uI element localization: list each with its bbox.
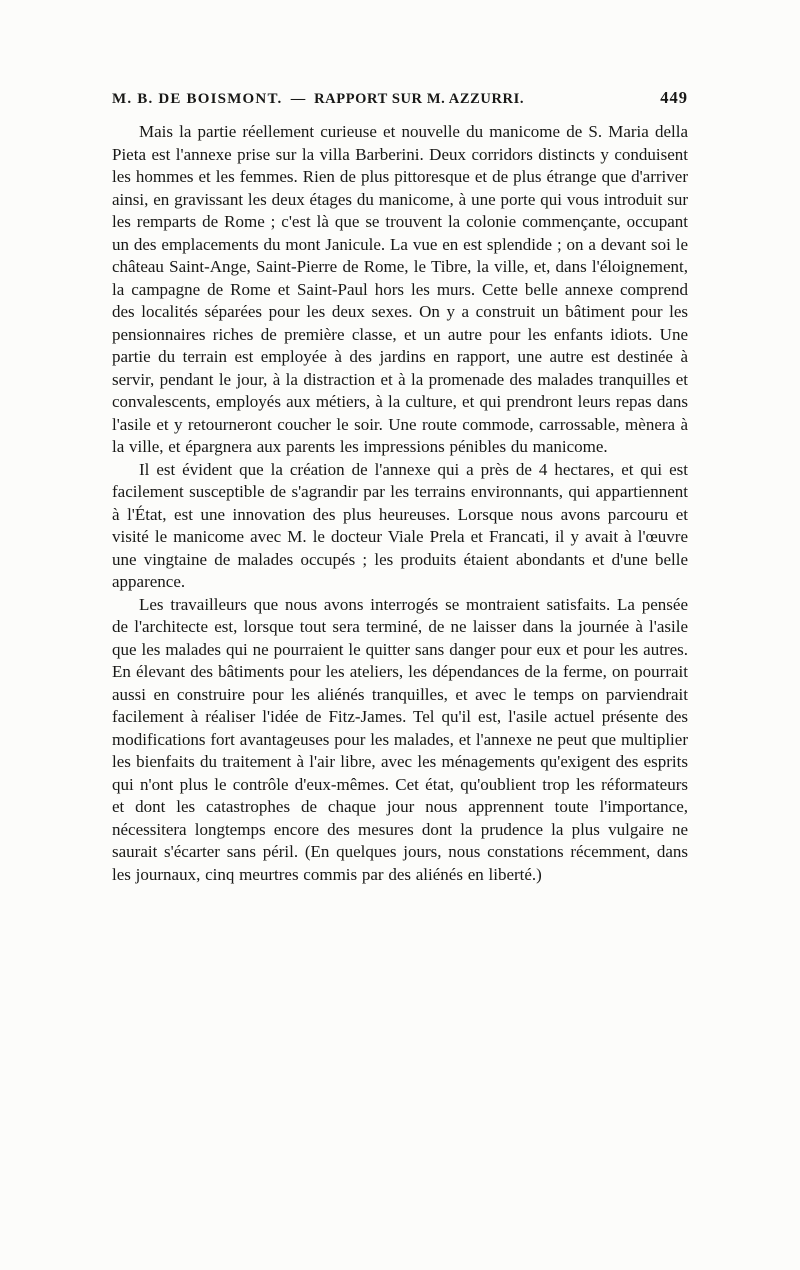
header-author: M. B. DE BOISMONT. <box>112 91 283 107</box>
paragraph-2: Il est évident que la création de l'annexe qui a près de 4 hectares, et qui est facilement susceptible de s'agrandir par les terrains environnants, qui appartiennent à l'État, est une innovation des plus heureuses. Lorsque nous avons parcouru et visité le manicome avec M. le docteur Viale Prela et Francati, il y avait à l'œuvre une vingtaine de malades occupés ; les produits étaient abondants et d'une belle apparence. <box>112 459 688 591</box>
page-body <box>112 121 688 886</box>
page-header <box>112 88 688 108</box>
page-number: 449 <box>660 88 688 107</box>
document-page <box>112 88 688 886</box>
running-title <box>112 91 524 108</box>
header-report-title: RAPPORT SUR M. AZZURRI. <box>314 91 525 107</box>
paragraph-1: Mais la partie réellement curieuse et nouvelle du manicome de S. Maria della Pieta est l'annexe prise sur la villa Barberini. Deux corridors distincts y conduisent les hommes et les femmes. Rien de plus pittoresque et de plus étrange que d'arriver ainsi, en gravissant les deux étages du manicome, à une porte qui vous introduit sur les remparts de Rome ; c'est là que se trouvent la colonie commençante, occupant un des emplacements du mont Janicule. La vue en est splendide ; on a devant soi le château Saint-Ange, Saint-Pierre de Rome, le Tibre, la ville, et, dans l'éloignement, la campagne de Rome et Saint-Paul hors les murs. Cette belle annexe comprend des localités séparées pour les deux sexes. On y a construit un bâtiment pour les pensionnaires riches de première classe, et un autre pour les enfants idiots. Une partie du terrain est employée à des jardins en rapport, une autre est destinée à servir, pendant le jour, à la distraction et à la promenade des malades tranquilles et convalescents, employés aux métiers, à la culture, et qui prendront leurs repas dans l'asile et y retourneront coucher le soir. Une route commode, carrossable, mènera à la ville, et épargnera aux parents les impressions pénibles du manicome. <box>112 122 688 456</box>
header-dash: — <box>290 91 306 107</box>
paragraph-3: Les travailleurs que nous avons interrogés se montraient satisfaits. La pensée de l'architecte est, lorsque tout sera terminé, de ne laisser dans la journée à l'asile que les malades qui ne pourraient le quitter sans danger pour eux et pour les autres. En élevant des bâtiments pour les ateliers, les dépendances de la ferme, on pourrait aussi en construire pour les aliénés tranquilles, et avec le temps on parviendrait facilement à réaliser l'idée de Fitz-James. Tel qu'il est, l'asile actuel présente des modifications fort avantageuses pour les malades, et l'annexe ne peut que multiplier les bienfaits du traitement à l'air libre, avec les ménagements qu'exigent des esprits qui n'ont plus le contrôle d'eux-mêmes. Cet état, qu'oublient trop les réformateurs et dont les catastrophes de chaque jour nous apprennent toute l'importance, nécessitera longtemps encore des mesures dont la prudence la plus vulgaire ne saurait s'écarter sans péril. (En quelques jours, nous constations récemment, dans les journaux, cinq meurtres commis par des aliénés en liberté.) <box>112 594 688 884</box>
